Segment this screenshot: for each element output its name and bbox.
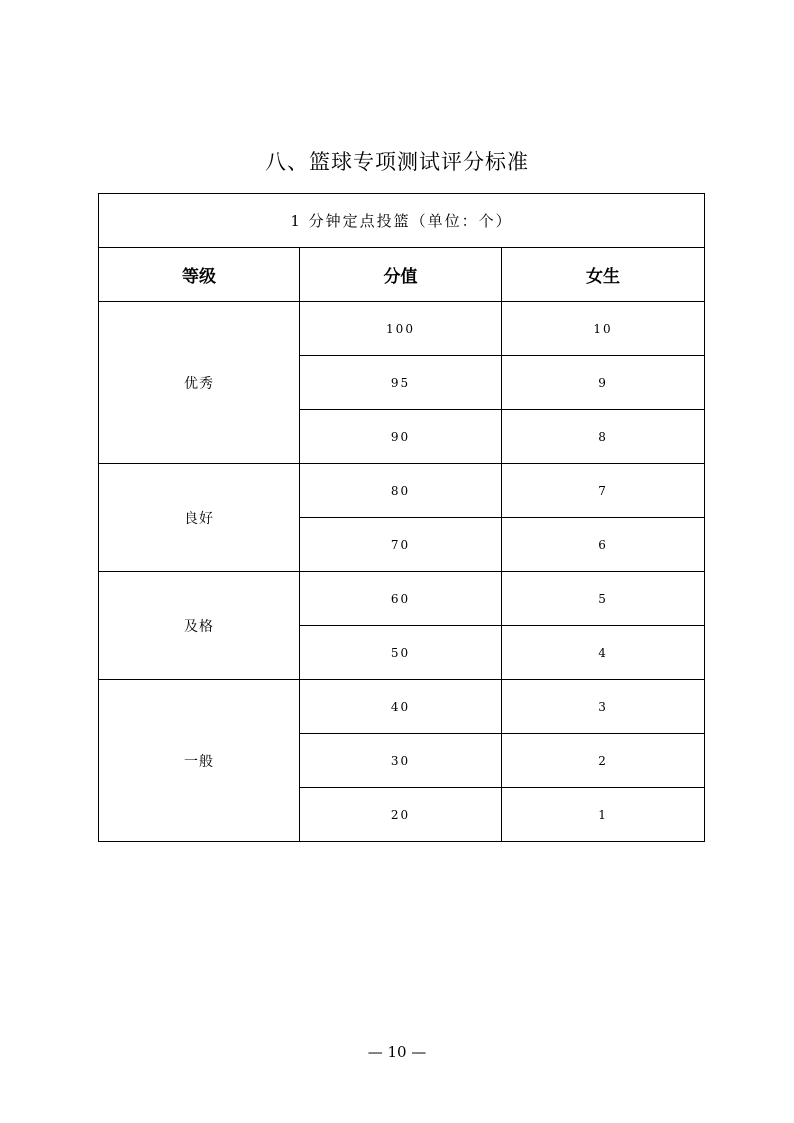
score-cell: 30: [300, 734, 502, 788]
table-row: [99, 464, 705, 518]
score-cell: 20: [300, 788, 502, 842]
female-count-cell: 9: [502, 356, 705, 410]
score-cell: 40: [300, 680, 502, 734]
grade-cell: 良好: [99, 464, 300, 572]
female-count-cell: 7: [502, 464, 705, 518]
female-count-cell: 2: [502, 734, 705, 788]
score-cell: 70: [300, 518, 502, 572]
page-number: — 10 —: [367, 1043, 427, 1061]
score-cell: 60: [300, 572, 502, 626]
table-row: [99, 572, 705, 626]
table-row: [99, 302, 705, 356]
table-caption: 1 分钟定点投篮（单位：个）: [99, 194, 705, 248]
female-count-cell: 6: [502, 518, 705, 572]
female-count-cell: 10: [502, 302, 705, 356]
header-female: 女生: [502, 248, 705, 302]
grade-cell: 优秀: [99, 302, 300, 464]
score-cell: 95: [300, 356, 502, 410]
female-count-cell: 4: [502, 626, 705, 680]
grade-cell: 一般: [99, 680, 300, 842]
female-count-cell: 1: [502, 788, 705, 842]
grade-cell: 及格: [99, 572, 300, 680]
score-cell: 90: [300, 410, 502, 464]
score-cell: 50: [300, 626, 502, 680]
female-count-cell: 8: [502, 410, 705, 464]
score-cell: 80: [300, 464, 502, 518]
female-count-cell: 3: [502, 680, 705, 734]
table-row: [99, 680, 705, 734]
scoring-table: [98, 193, 705, 842]
page-title: 八、篮球专项测试评分标准: [265, 150, 529, 174]
header-grade: 等级: [99, 248, 300, 302]
header-score: 分值: [300, 248, 502, 302]
score-cell: 100: [300, 302, 502, 356]
female-count-cell: 5: [502, 572, 705, 626]
